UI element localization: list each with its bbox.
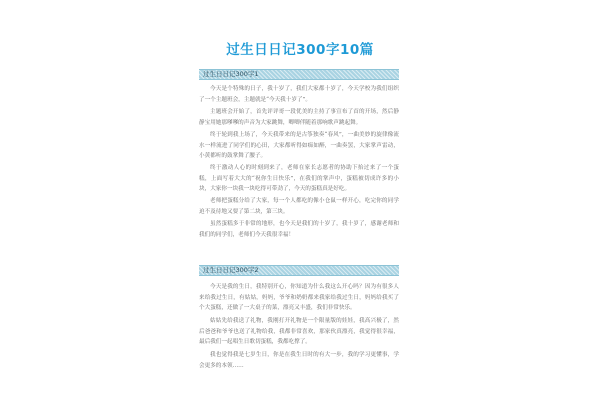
section-heading: 过生日日记300字1 <box>203 70 259 78</box>
paragraph: 主题班会开始了，首先评评哥一段优美的主持了事宣布了首的开场，然后静静宝用她那嗲嗲的声音为大家跳舞，唧唧伴随着那响歌声跳起舞。 <box>199 109 399 126</box>
document-title: 过生日日记300字10篇 <box>226 42 374 58</box>
section-heading-bar <box>199 69 399 80</box>
paragraph: 终于轮到我上场了，今天我带来的是古筝独奏“春风”，一曲美妙的旋律像流水一样流进了同学们的心田，大家都听得如痴如醉，一曲奏罢，大家掌声雷动，小黄都听的鼓掌舞了腰子。 <box>199 132 399 159</box>
section-heading: 过生日日记300字2 <box>203 266 259 274</box>
paragraph: 虽然蛋糕多于非常的地形，也今天是我们的十岁了，我十岁了，感谢老师和我们的同学们，老师们今天我很幸福！ <box>199 221 399 238</box>
paragraph: 今天是个特殊的日子，我十岁了，我们大家都十岁了，今天学校为我们组织了一个主题班会，主题就是“今天我十岁了”。 <box>199 86 399 103</box>
section-heading-bar <box>199 265 399 276</box>
paragraph: 今天是我的生日，我特别开心，你知道为什么我这么开心吗？因为有很多人来给我过生日，有姑姑，妈妈，爷爷和奶奶都来我家给我过生日，妈妈给我买了个大蛋糕，还做了一大桌子的菜，漂亮又丰盛，我们非常快乐。 <box>199 284 399 311</box>
paragraph: 姑姑先给我送了礼物，我刚打开礼物是一个限量版的娃娃，我高兴极了，然后爸爸和爷爷也送了礼物给我，我都非常喜欢，那家伙真漂亮，我觉得很幸福，最后我们一起唱生日歌切蛋糕，我都吃撑了。 <box>199 318 399 345</box>
paragraph: 终于激动人心的时刻到来了，老师在家长志愿者的协助下抬过来了一个蛋糕，上面写着大大的“祝你生日快乐”，在我们的掌声中，蛋糕被切成许多的小块，大家你一块我一块吃得可带劲了，今天的蛋糕真是好吃。 <box>199 165 399 192</box>
paragraph: 我也觉得我是七岁生日，你是在我生日时的有大一步，我的学习更懂事，学会更多的本领…… <box>199 352 399 369</box>
paragraph: 老师把蛋糕分给了大家，每一个人都吃的像小仓鼠一样开心，吃完你的同学迫不及待地又要了第二块，第三块。 <box>199 198 399 215</box>
